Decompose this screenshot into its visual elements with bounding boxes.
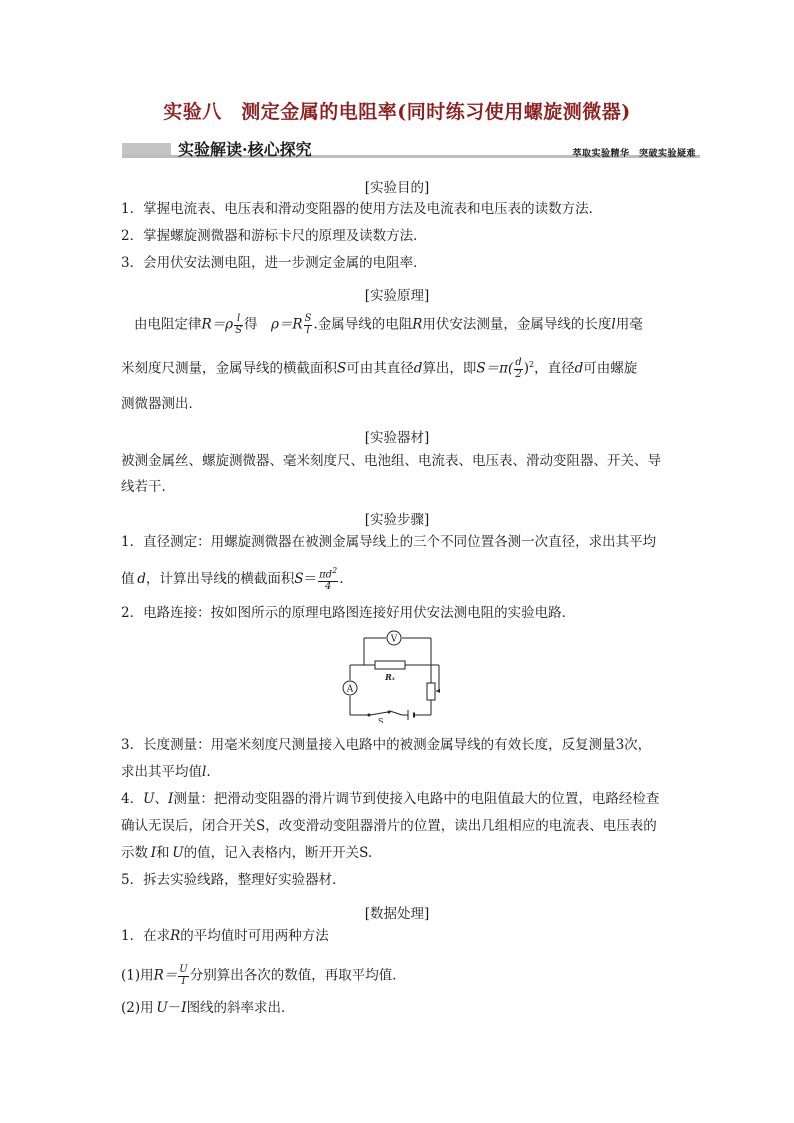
data-heading: [数据处理] [364, 906, 430, 922]
step-2: 2．电路连接：按如图所示的原理电路图连接好用伏安法测电阻的实验电路． [121, 605, 576, 621]
purpose-item-3: 3．会用伏安法测电阻，进一步测定金属的电阻率． [121, 255, 427, 271]
step-4-line-1: 4．U、I测量：把滑动变阻器的滑片调节到使接入电路中的电阻值最大的位置，电路经检查 [121, 791, 660, 807]
equipment-line-2: 线若干． [121, 479, 175, 495]
data-line-1: 1．在求R的平均值时可用两种方法 [121, 928, 329, 944]
banner-title: 实验解读·核心探究 [178, 140, 312, 159]
voltmeter-label: V [390, 634, 398, 645]
step-1-line-2: 值 d，计算出导线的横截面积S＝ $\frac{\pi d^2}{4}$ . [121, 566, 344, 592]
step-4-line-2: 确认无误后，闭合开关S，改变滑动变阻器滑片的位置，读出几组相应的电流表、电压表的 [121, 818, 657, 834]
principle-heading: [实验原理] [364, 288, 430, 304]
switch-label: S [378, 717, 384, 723]
slider-arrow-icon [436, 689, 440, 693]
step-3-line-2: 求出其平均值l. [121, 764, 211, 780]
resistor-label: Rₓ [385, 672, 395, 682]
principle-line-3: 测微器测出． [121, 396, 202, 412]
step-3-line-1: 3．长度测量：用毫米刻度尺测量接入电路中的被测金属导线的有效长度，反复测量3次， [121, 737, 652, 753]
step-4-line-3: 示数 I和 U的值，记入表格内，断开开关S. [121, 845, 373, 861]
switch-lever [370, 712, 388, 715]
step-5: 5．拆去实验线路，整理好实验器材． [121, 872, 346, 888]
equipment-heading: [实验器材] [364, 430, 430, 446]
steps-heading: [实验步骤] [364, 512, 430, 528]
purpose-heading: [实验目的] [364, 180, 430, 196]
step-1-line-1: 1．直径测定：用螺旋测微器在被测金属导线上的三个不同位置各测一次直径，求出其平均 [121, 534, 657, 550]
purpose-item-2: 2．掌握螺旋测微器和游标卡尺的原理及读数方法． [121, 228, 427, 244]
data-method-1: (1)用R＝ $\frac{U}{I}$ 分别算出各次的数值，再取平均值． [121, 964, 406, 987]
rheostat-icon [427, 683, 435, 700]
circuit-diagram [330, 628, 460, 723]
page-title: 实验八 测定金属的电阻率(同时练习使用螺旋测微器) [163, 101, 631, 123]
switch-blade [390, 711, 402, 715]
banner-tagline: 萃取实验精华 突破实验疑难 [572, 149, 696, 159]
principle-line-2: 米刻度尺测量，金属导线的横截面积S可由其直径d算出，即S＝π( $\frac{d}{2}$ )$^2$，直径d可由螺旋 [121, 357, 638, 380]
purpose-item-1: 1．掌握电流表、电压表和滑动变阻器的使用方法及电流表和电压表的读数方法． [121, 201, 603, 217]
principle-line-1: 由电阻定律R＝ρ $\frac{l}{S}$ 得 ρ＝R $\frac{S}{l}$ .金属导线的电阻R用伏安法测量，金属导线的长度l用毫 [134, 313, 643, 336]
resistor-icon [375, 661, 405, 669]
equipment-line-1: 被测金属丝、螺旋测微器、毫米刻度尺、电池组、电流表、电压表、滑动变阻器、开关、导 [121, 453, 661, 469]
ammeter-label: A [346, 684, 354, 695]
data-method-2: (2)用 U－I图线的斜率求出． [121, 1000, 295, 1016]
